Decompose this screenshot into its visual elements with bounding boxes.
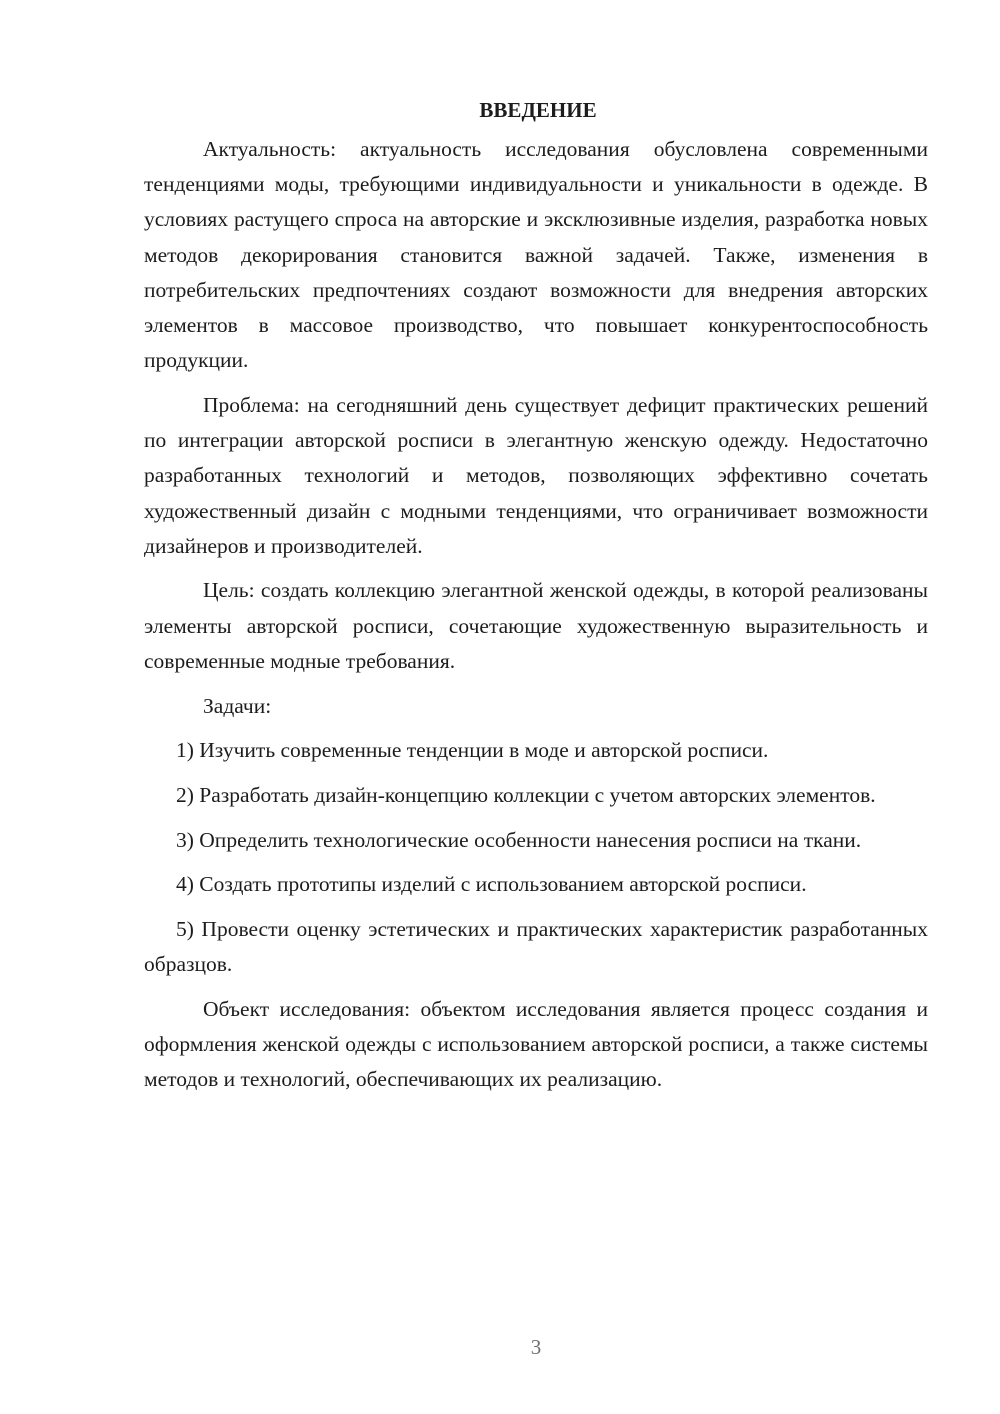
task-item-4: 4) Создать прототипы изделий с использованием авторской росписи. [176, 872, 807, 897]
task-item-3: 3) Определить технологические особенности нанесения росписи на ткани. [176, 827, 862, 852]
paragraph-research-object: Объект исследования: объектом исследования является процесс создания и оформления женской одежды с использованием авторской росписи, а также системы методов и технологий, обеспечивающих их реализацию. [144, 996, 928, 1092]
task-item-2: 2) Разработать дизайн-концепцию коллекции с учетом авторских элементов. [176, 782, 876, 807]
page-content [144, 93, 928, 1107]
task-item-5: 5) Провести оценку эстетических и практических характеристик разработанных образцов. [144, 917, 928, 977]
task-list [144, 733, 928, 982]
section-title: ВВЕДЕНИЕ [479, 98, 597, 122]
paragraph-problem: Проблема: на сегодняшний день существует дефицит практических решений по интеграции авторской росписи в элегантную женскую одежду. Недостаточно разработанных технологий и методов, позволяющих эффективно сочетать художественный дизайн с модными тенденциями, что ограничивает возможности дизайнеров и производителей. [144, 392, 928, 558]
task-item-1: 1) Изучить современные тенденции в моде и авторской росписи. [176, 738, 769, 763]
paragraph-goal: Цель: создать коллекцию элегантной женской одежды, в которой реализованы элементы авторской росписи, сочетающие художественную выразительность и современные модные требования. [144, 578, 928, 673]
page-number: 3 [530, 1335, 542, 1359]
paragraph-relevance: Актуальность: актуальность исследования обусловлена современными тенденциями моды, требующими индивидуальности и уникальности в одежде. В условиях растущего спроса на авторские и эксклюзивные изделия, разработка новых методов декорирования становится важной задачей. Также, изменения в потребительских предпочтениях создают возможности для внедрения авторских элементов в массовое производство, что повышает конкурентоспособность продукции. [144, 137, 928, 373]
paragraph-tasks-heading: Задачи: [203, 693, 272, 718]
